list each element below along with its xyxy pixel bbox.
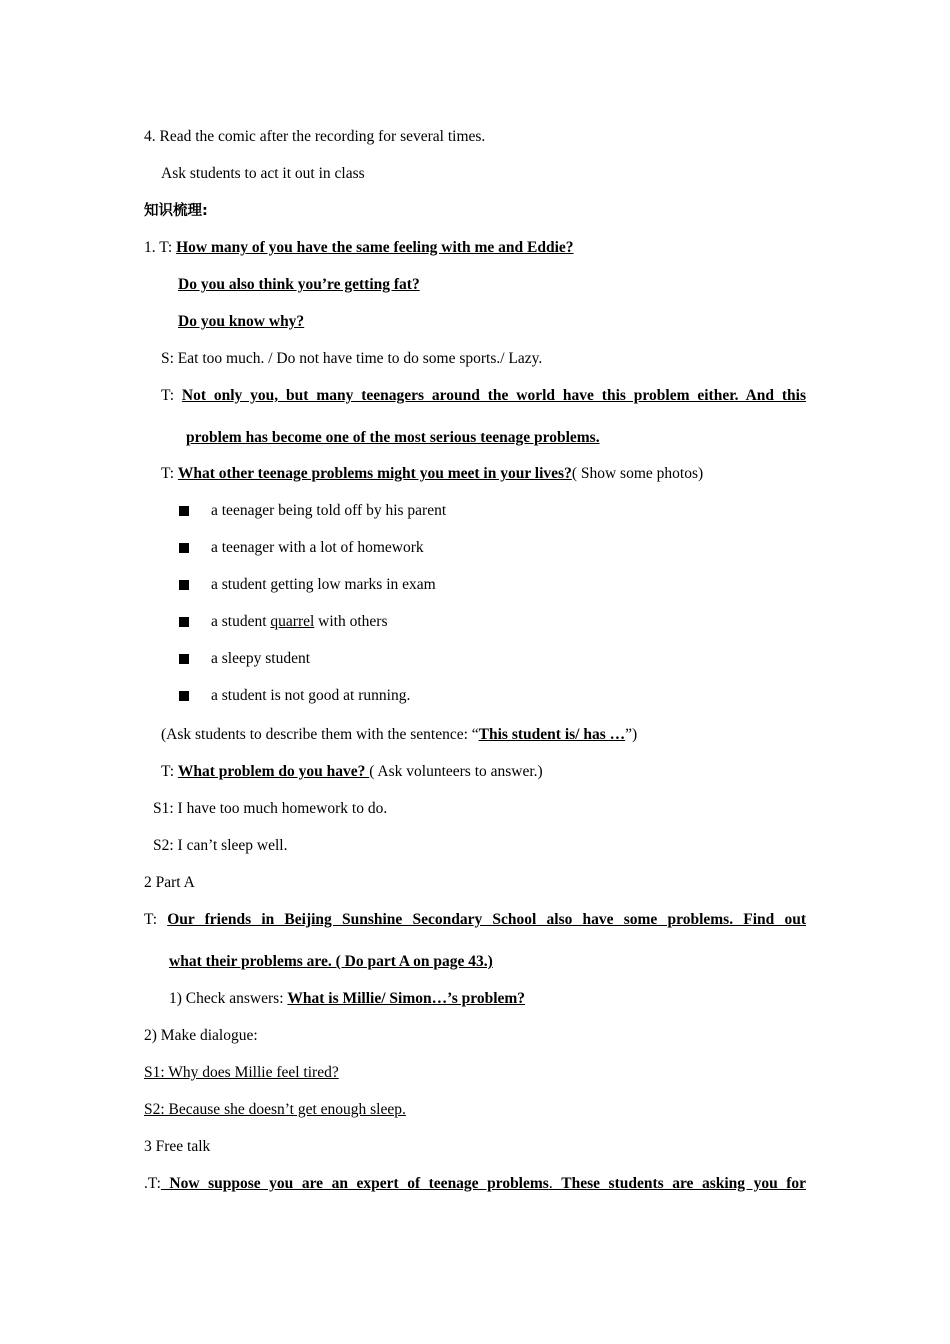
list-item-text: quarrel bbox=[270, 613, 315, 630]
check-question: What is Millie/ Simon…’s problem? bbox=[287, 990, 526, 1007]
teacher-prefix: T: bbox=[161, 465, 178, 482]
dialogue-s2: S2: Because she doesn’t get enough sleep. bbox=[144, 1101, 406, 1118]
list-item bbox=[211, 575, 436, 595]
dialogue-heading: 2) Make dialogue: bbox=[144, 1027, 258, 1044]
list-item bbox=[211, 686, 410, 706]
part-3-heading: 3 Free talk bbox=[144, 1138, 211, 1155]
question-text: What problem do you have? bbox=[177, 763, 370, 780]
bullet-icon bbox=[179, 506, 189, 516]
list-item bbox=[211, 649, 310, 669]
bullet-icon bbox=[179, 654, 189, 664]
list-item-text: a student getting low marks in exam bbox=[211, 576, 436, 593]
step-4-line: 4. Read the comic after the recording for several times. bbox=[144, 128, 486, 145]
part1-question-3: Do you know why? bbox=[178, 313, 305, 330]
bullet-icon bbox=[179, 617, 189, 627]
problem-question bbox=[161, 762, 543, 782]
describe-sentence: This student is/ has … bbox=[478, 726, 626, 743]
part1-question-1 bbox=[144, 238, 574, 258]
list-item-text: with others bbox=[314, 613, 388, 630]
part-2-heading: 2 Part A bbox=[144, 874, 195, 891]
part2-instruction-line-2: what their problems are. ( Do part A on page 43.) bbox=[169, 953, 493, 970]
question-note: ( Show some photos) bbox=[571, 465, 704, 482]
question-text: What other teenage problems might you meet in your lives? bbox=[177, 465, 572, 482]
list-item bbox=[211, 501, 446, 521]
check-prefix: 1) Check answers: bbox=[169, 990, 288, 1007]
question-text: How many of you have the same feeling with me and Eddie? bbox=[176, 239, 574, 256]
part2-instruction-line-1 bbox=[144, 910, 806, 930]
teacher-statement-line-2: problem has become one of the most serious teenage problems. bbox=[186, 429, 600, 446]
part3-instruction-line bbox=[144, 1174, 806, 1194]
teacher-question bbox=[161, 464, 703, 484]
student-1-answer: S1: I have too much homework to do. bbox=[153, 800, 388, 817]
teacher-prefix: T: bbox=[144, 911, 168, 928]
student-2-answer: S2: I can’t sleep well. bbox=[153, 837, 288, 854]
describe-instruction bbox=[161, 725, 637, 745]
part1-question-2: Do you also think you’re getting fat? bbox=[178, 276, 420, 293]
list-item-text: a student bbox=[211, 613, 271, 630]
instruction-text: Now suppose you are an expert of teenage problems bbox=[160, 1175, 549, 1192]
instruction-text: Our friends in Beijing Sunshine Secondary School also have some problems. Find out bbox=[167, 911, 806, 928]
teacher-prefix: T: bbox=[161, 387, 182, 404]
bullet-icon bbox=[179, 691, 189, 701]
section-heading: 知识梳理: bbox=[144, 203, 208, 219]
list-item bbox=[211, 612, 387, 632]
step-4-instruction: Ask students to act it out in class bbox=[161, 165, 365, 182]
teacher-prefix: T: bbox=[161, 763, 178, 780]
list-item bbox=[211, 538, 424, 558]
bullet-icon bbox=[179, 543, 189, 553]
part1-prefix: 1. T: bbox=[144, 239, 177, 256]
list-item-text: a student is not good at running. bbox=[211, 687, 411, 704]
list-item-text: a teenager with a lot of homework bbox=[211, 539, 424, 556]
instruction-text: These students are asking you for bbox=[561, 1175, 807, 1192]
teacher-statement-line-1 bbox=[161, 386, 806, 406]
question-note: ( Ask volunteers to answer.) bbox=[369, 763, 543, 780]
part3-prefix: .T: bbox=[144, 1175, 161, 1192]
statement-text: Not only you, but many teenagers around the world have this problem either. And this bbox=[181, 387, 806, 404]
describe-post: ”) bbox=[625, 726, 638, 743]
bullet-icon bbox=[179, 580, 189, 590]
list-item-text: a teenager being told off by his parent bbox=[211, 502, 447, 519]
student-answer: S: Eat too much. / Do not have time to do some sports./ Lazy. bbox=[161, 350, 543, 367]
check-answers bbox=[169, 989, 525, 1009]
list-item-text: a sleepy student bbox=[211, 650, 311, 667]
dialogue-s1: S1: Why does Millie feel tired? bbox=[144, 1064, 339, 1081]
instruction-separator: . bbox=[548, 1175, 562, 1192]
describe-pre: (Ask students to describe them with the sentence: “ bbox=[161, 726, 479, 743]
